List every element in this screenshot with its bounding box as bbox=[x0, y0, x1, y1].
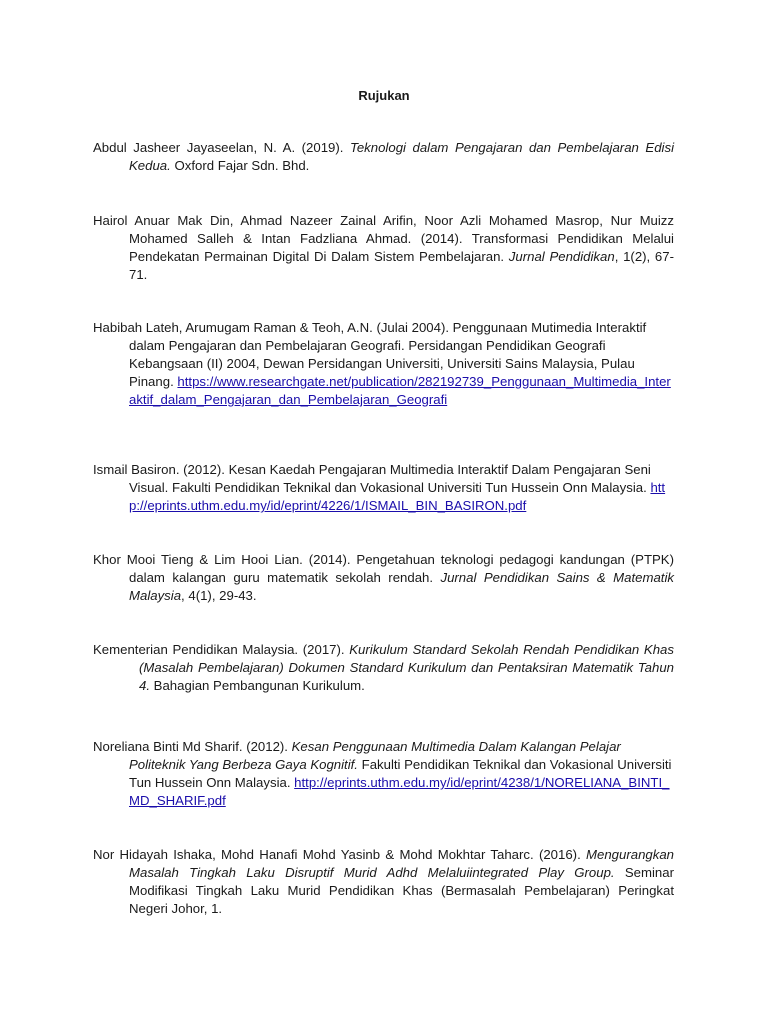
reference-text: Hairol Anuar Mak Din, Ahmad Nazeer Zainal Arifin, Noor Azli Mohamed Masrop, Nur Muizz Mohamed Salleh & Intan Fadzliana Ahmad. (2014). Transformasi Pendidikan Melalui Pendekatan Permainan Digital Di Dalam Sistem Pembelajaran. bbox=[93, 213, 674, 264]
reference-link[interactable]: https://www.researchgate.net/publication/282192739_Penggunaan_Multimedia_Interaktif_dalam_Pengajaran_dan_Pembelajaran_Geografi bbox=[129, 374, 671, 407]
reference-text: Fakulti Pendidikan Teknikal dan Vokasional Universiti Tun Hussein Onn Malaysia. bbox=[129, 757, 672, 790]
reference-link[interactable]: http://eprints.uthm.edu.my/id/eprint/4226/1/ISMAIL_BIN_BASIRON.pdf bbox=[129, 480, 666, 513]
reference-title: Mengurangkan Masalah Tingkah Laku Disruptif Murid Adhd Melaluiintegrated Play Group. bbox=[129, 847, 674, 880]
reference-text: Seminar Modifikasi Tingkah Laku Murid Pendidikan Khas (Bermasalah Pembelajaran) Peringkat Negeri Johor, 1. bbox=[129, 865, 674, 916]
reference-item bbox=[93, 738, 674, 810]
reference-item bbox=[93, 212, 674, 284]
reference-text: Ismail Basiron. (2012). Kesan Kaedah Pengajaran Multimedia Interaktif Dalam Pengajaran Seni Visual. Fakulti Pendidikan Teknikal dan Vokasional Universiti Tun Hussein Onn Malaysia. bbox=[93, 462, 651, 495]
reference-text: Bahagian Pembangunan Kurikulum. bbox=[150, 678, 365, 693]
reference-item bbox=[93, 319, 674, 409]
page-title: Rujukan bbox=[358, 88, 410, 103]
reference-text: Nor Hidayah Ishaka, Mohd Hanafi Mohd Yasinb & Mohd Mokhtar Taharc. (2016). bbox=[93, 847, 587, 862]
reference-title: Teknologi dalam Pengajaran dan Pembelajaran Edisi Kedua. bbox=[129, 140, 674, 173]
reference-text: Kementerian Pendidikan Malaysia. (2017). bbox=[93, 642, 350, 657]
reference-title: Kurikulum Standard Sekolah Rendah Pendidikan Khas (Masalah Pembelajaran) Dokumen Standard Kurikulum dan Pentaksiran Matematik Tahun 4. bbox=[139, 642, 674, 693]
reference-item bbox=[93, 461, 674, 515]
reference-item bbox=[93, 846, 674, 918]
reference-text: , 1(2), 67-71. bbox=[129, 249, 674, 282]
reference-title: Jurnal Pendidikan bbox=[508, 249, 615, 264]
reference-text: Abdul Jasheer Jayaseelan, N. A. (2019). bbox=[93, 140, 350, 155]
reference-text: , 4(1), 29-43. bbox=[181, 588, 257, 603]
reference-text: Khor Mooi Tieng & Lim Hooi Lian. (2014). Pengetahuan teknologi pedagogi kandungan (PTPK) dalam kalangan guru matematik sekolah rendah. bbox=[93, 552, 674, 585]
reference-item bbox=[93, 551, 674, 605]
reference-link[interactable]: http://eprints.uthm.edu.my/id/eprint/4238/1/NORELIANA_BINTI_MD_SHARIF.pdf bbox=[129, 775, 670, 808]
reference-text: Noreliana Binti Md Sharif. (2012). bbox=[93, 739, 292, 754]
reference-title: Jurnal Pendidikan Sains & Matematik Malaysia bbox=[129, 570, 674, 603]
reference-text: Oxford Fajar Sdn. Bhd. bbox=[170, 158, 310, 173]
reference-text: Habibah Lateh, Arumugam Raman & Teoh, A.N. (Julai 2004). Penggunaan Mutimedia Interaktif dalam Pengajaran dan Pembelajaran Geografi. Persidangan Pendidikan Geografi Kebangsaan (II) 2004, Dewan Persidangan Universiti, Universiti Sains Malaysia, Pulau Pinang. bbox=[93, 320, 647, 389]
reference-item bbox=[93, 139, 674, 175]
reference-title: Kesan Penggunaan Multimedia Dalam Kalangan Pelajar Politeknik Yang Berbeza Gaya Kognitif. bbox=[129, 739, 621, 772]
reference-item bbox=[93, 641, 674, 695]
